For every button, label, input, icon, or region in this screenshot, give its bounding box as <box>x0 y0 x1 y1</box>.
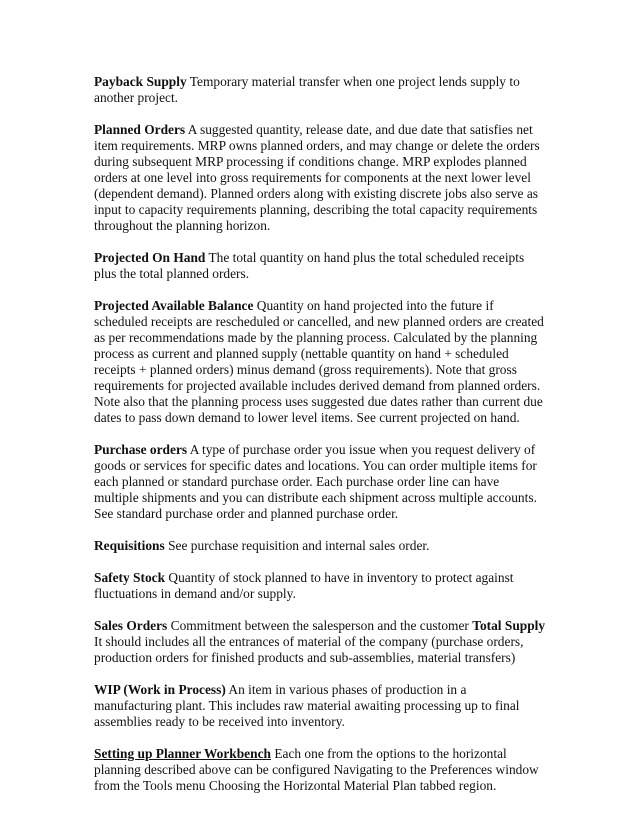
glossary-term: Payback Supply <box>94 74 187 89</box>
glossary-entry-sales-orders <box>94 618 546 666</box>
glossary-definition: Temporary material transfer when one project lends supply to another project. <box>94 74 520 105</box>
glossary-entry-requisitions <box>94 538 546 554</box>
section-heading: Setting up Planner Workbench <box>94 746 271 761</box>
section-setting-up-planner-workbench <box>94 746 546 794</box>
glossary-term: Sales Orders <box>94 618 168 633</box>
section-text: Each one from the options to the horizontal planning described above can be configured Navigating to the Preferences window from the Tools menu Choosing the Horizontal Material Plan tabbed region. <box>94 746 539 793</box>
glossary-definition: Quantity on hand projected into the future if scheduled receipts are rescheduled or cancelled, and new planned orders are created as per recommendations made by the planning process. Calculated by the planning process as current and planned supply (nettable quantity on hand + scheduled receipts + planned orders) minus demand (gross requirements). Note that gross requirements for projected available includes derived demand from planned orders. Note also that the planning process uses suggested due dates rather than current due dates to pass down demand to lower level items. See current projected on hand. <box>94 298 544 425</box>
glossary-definition: A type of purchase order you issue when you request delivery of goods or services for specific dates and locations. You can order multiple items for each planned or standard purchase order. Each purchase order line can have multiple shipments and you can distribute each shipment across multiple accounts. See standard purchase order and planned purchase order. <box>94 442 537 521</box>
glossary-definition-total-supply: It should includes all the entrances of material of the company (purchase orders, production orders for finished products and sub-assemblies, material transfers) <box>94 634 524 665</box>
glossary-definition: The total quantity on hand plus the total scheduled receipts plus the total planned orders. <box>94 250 525 281</box>
glossary-definition: A suggested quantity, release date, and due date that satisfies net item requirements. MRP owns planned orders, and may change or delete the orders during subsequent MRP processing if conditions change. MRP explodes planned orders at one level into gross requirements for components at the next lower level (dependent demand). Planned orders along with existing discrete jobs also serve as input to capacity requirements planning, describing the total capacity requirements throughout the planning horizon. <box>94 122 540 233</box>
glossary-entry-wip <box>94 682 546 730</box>
glossary-definition: Quantity of stock planned to have in inventory to protect against fluctuations in demand and/or supply. <box>94 570 514 601</box>
glossary-definition: An item in various phases of production in a manufacturing plant. This includes raw material awaiting processing up to final assemblies ready to be received into inventory. <box>94 682 520 729</box>
glossary-definition: Commitment between the salesperson and the customer <box>170 618 469 633</box>
glossary-definition: See purchase requisition and internal sales order. <box>168 538 430 553</box>
glossary-term: Safety Stock <box>94 570 166 585</box>
glossary-term: Planned Orders <box>94 122 186 137</box>
glossary-entry-projected-available-balance <box>94 298 546 426</box>
glossary-term: WIP (Work in Process) <box>94 682 226 697</box>
glossary-entry-safety-stock <box>94 570 546 602</box>
glossary-entry-projected-on-hand <box>94 250 546 282</box>
glossary-term: Purchase orders <box>94 442 188 457</box>
glossary-entry-planned-orders <box>94 122 546 234</box>
glossary-entry-payback-supply <box>94 74 546 106</box>
glossary-term: Requisitions <box>94 538 165 553</box>
glossary-term: Projected Available Balance <box>94 298 254 313</box>
glossary-term: Projected On Hand <box>94 250 206 265</box>
glossary-page <box>94 74 546 810</box>
glossary-term-total-supply: Total Supply <box>472 618 546 633</box>
glossary-entry-purchase-orders <box>94 442 546 522</box>
